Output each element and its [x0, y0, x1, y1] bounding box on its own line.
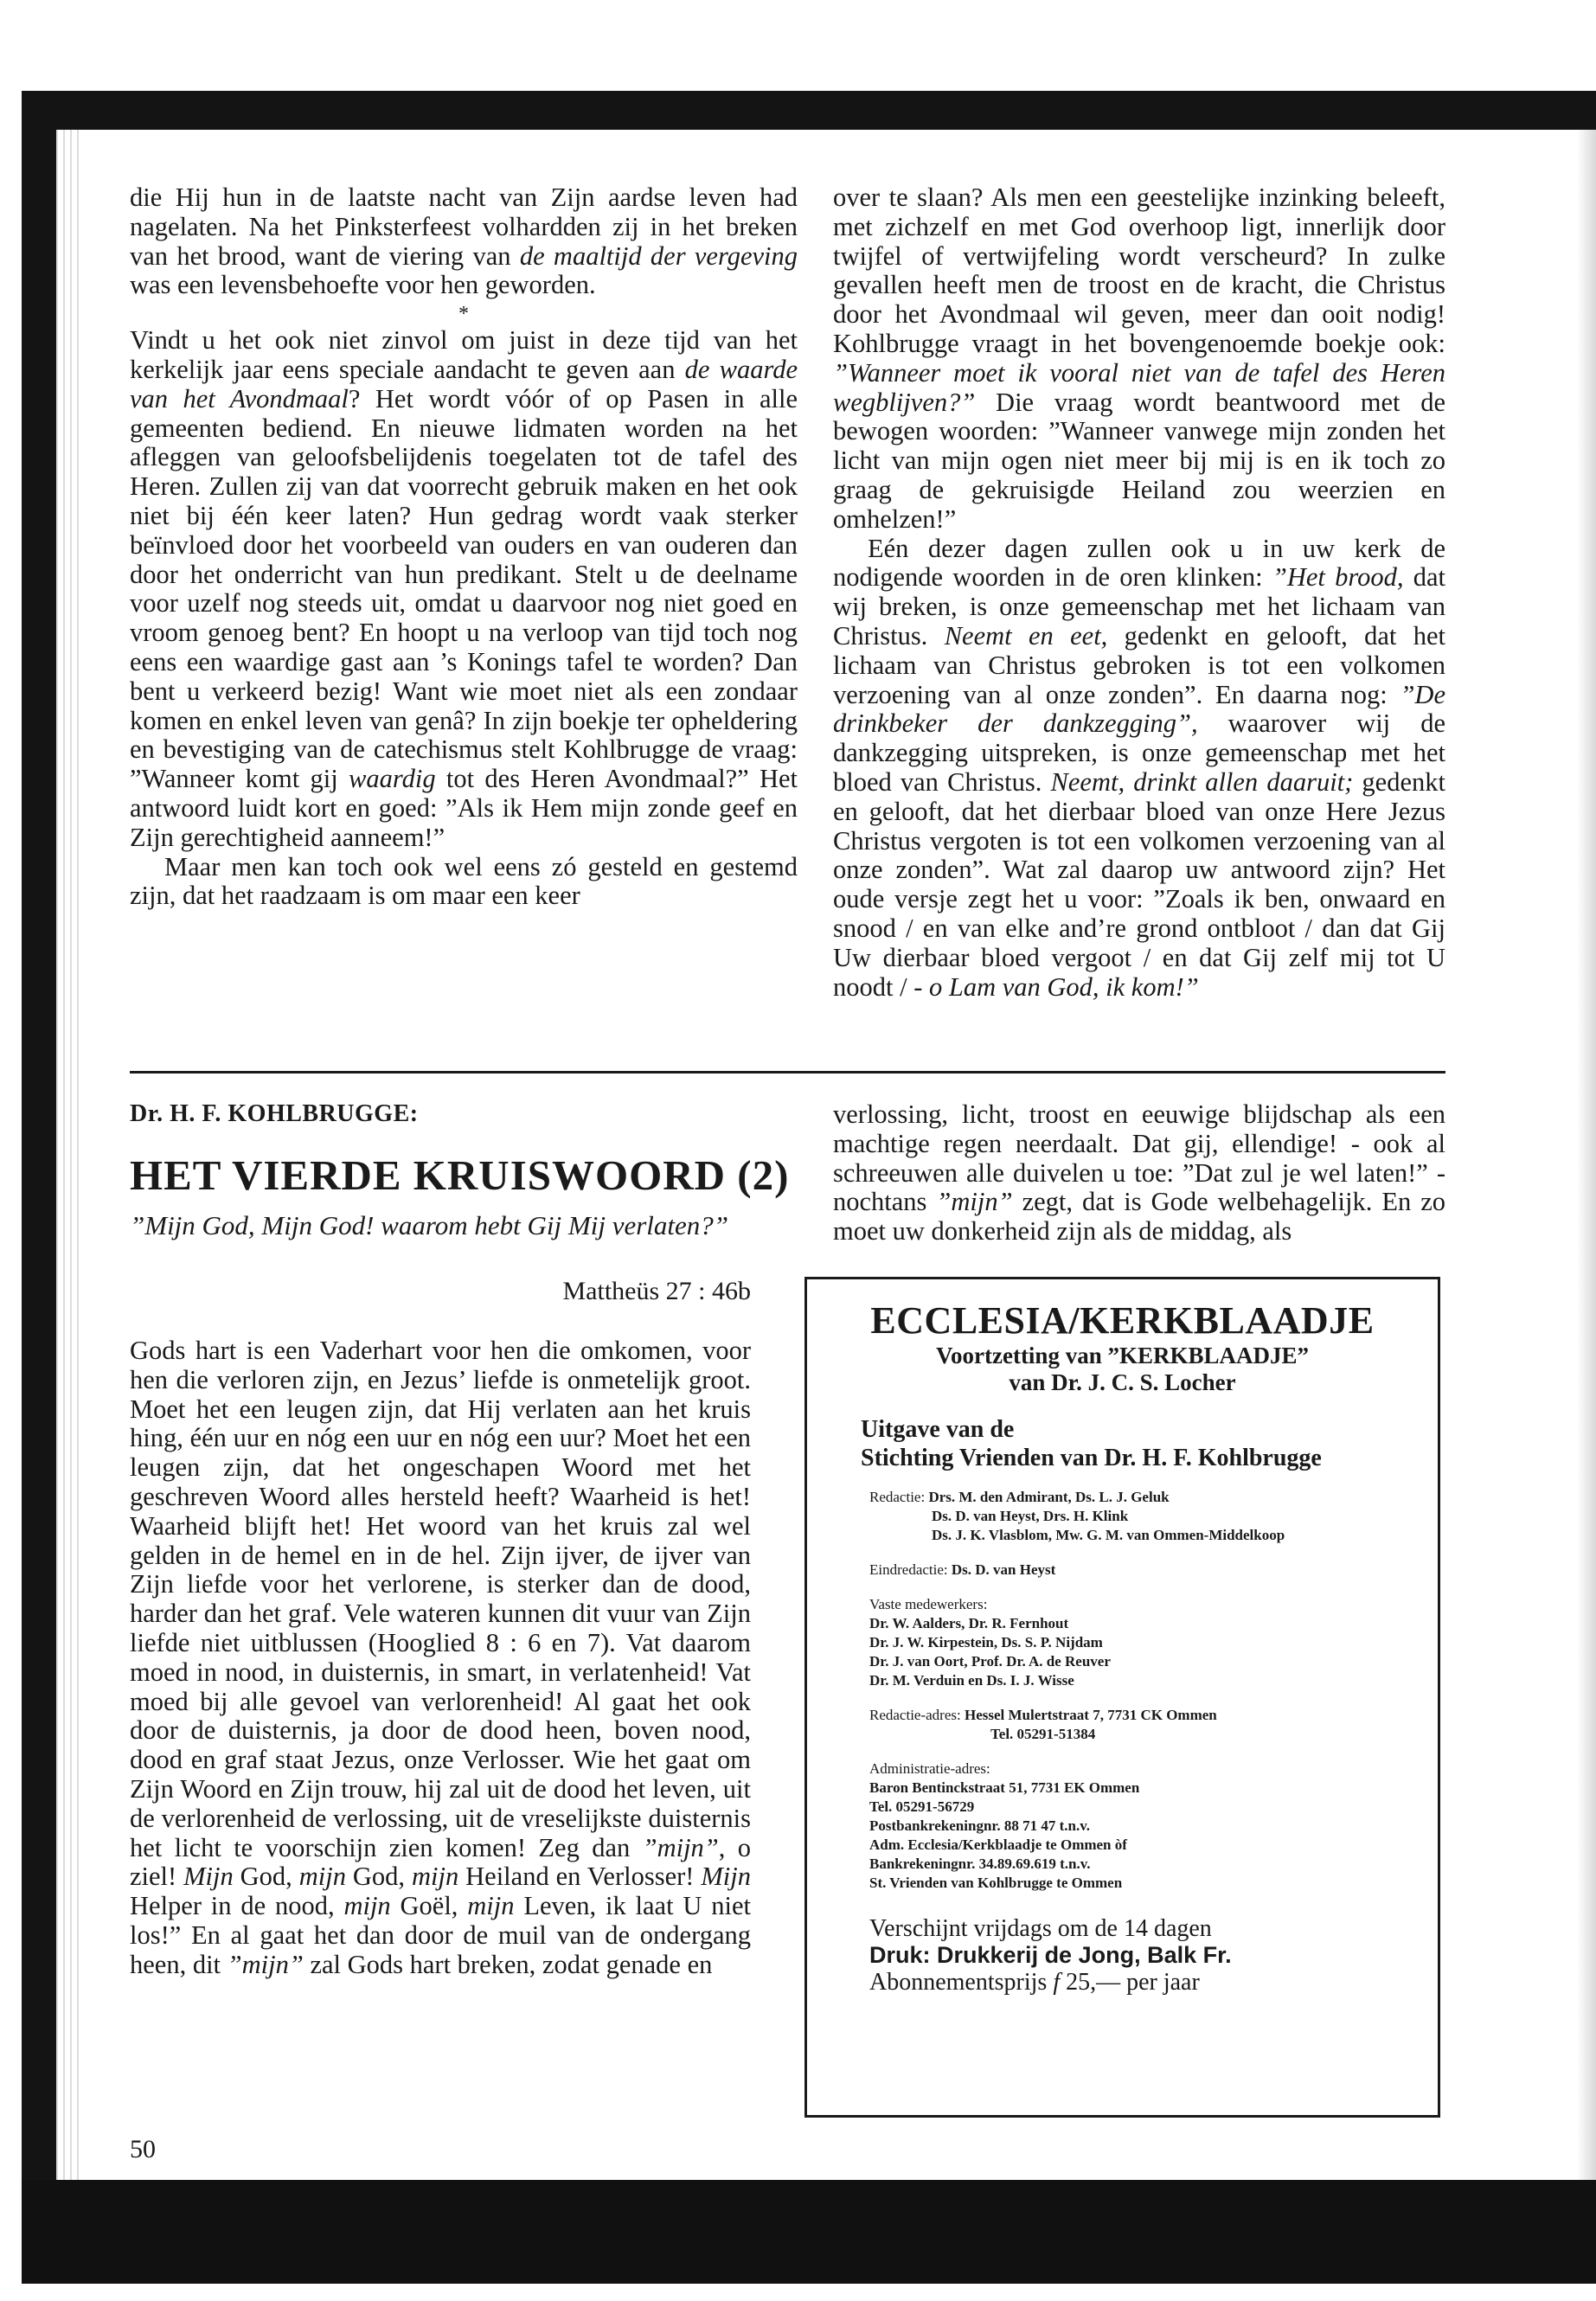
article-author: Dr. H. F. KOHLBRUGGE: [130, 1100, 419, 1127]
page-stack-edge [56, 130, 82, 2180]
page-edge-shadow [1577, 130, 1596, 2180]
bible-reference: Mattheüs 27 : 46b [562, 1277, 751, 1305]
paragraph: Maar men kan toch ook wel eens zó gesteld en gestemd zijn, dat het raadzaam is om maar een keer [130, 851, 798, 911]
scan-border-left [22, 91, 56, 2206]
paragraph: Vindt u het ook niet zinvol om juist in deze tijd van het kerkelijk jaar eens speciale aandacht te geven aan de waarde van het Avondmaal? Het wordt vóór of op Pasen in alle gemeenten bediend. En nieuwe lidmaten worden na het afleggen van geloofsbelijdenis toegelaten tot de tafel des Heren. Zullen zij van dat voorrecht gebruik maken en het ook niet bij één keer laten? Hun gedrag wordt vaak sterker beïnvloed door het voorbeeld van ouders en van ouderen dan door het onderricht van hun predikant. Stelt u de deelname voor uzelf nog steeds uit, omdat u daarvoor nog niet goed en vroom genoeg bent? En hoopt u na verloop van tijd toch nog eens een waardige gast aan ’s Konings tafel te worden? Dan bent u verkeerd bezig! Want wie moet niet als een zondaar komen en enkel leven van genâ? In zijn boekje ter opheldering en bevestiging van de catechismus stelt Kohlbrugge de vraag: ”Wanneer komt gij waardig tot des Heren Avondmaal?” Het antwoord luidt kort en goed: ”Als ik Hem mijn zonde geef en Zijn gerechtigheid aanneem!” [130, 325, 798, 852]
section-asterisk: * [458, 303, 469, 326]
paragraph: Gods hart is een Vaderhart voor hen die omkomen, voor hen die verloren zijn, en Jezus’ liefde is onmetelijk groot. Moet het een leugen zijn, dat Hij verlaten aan het kruis hing, één uur en nóg een uur en nóg een uur? Moet het een leugen zijn, dat het ongeschapen Woord met het geschreven Woord alles hersteld heeft? Waarheid is het! Waarheid blijft het! Het woord van het kruis zal wel gelden in de hemel en in de hel. Zijn ijver, de ijver van Zijn liefde voor het verlorene, is sterker dan de dood, harder dan het graf. Vele wateren kunnen dit vuur van Zijn liefde niet uitblussen (Hooglied 8 : 6 en 7). Vat daarom moed in nood, in duisternis, in smart, in verlatenheid! Vat moed bij alle gevoel van verlorenheid! Al gaat het ook door de duisternis, ja door de dood heen, boven nood, dood en graf staat Jezus, onze Verlosser. Wie het gaat om Zijn Woord en Zijn trouw, hij zal uit de dood het leven, uit de verlorenheid de verlossing, uit de vreselijkste duisternis het licht te voorschijn zien komen! Zeg dan ”mijn”, o ziel! Mijn God, mijn God, mijn Heiland en Verlosser! Mijn Helper in de nood, mijn Goël, mijn Leven, ik laat U niet los!” En al gaat het dan door de muil van de ondergang heen, dit ”mijn” zal Gods hart breken, zodat genade en [130, 1336, 752, 1979]
colophon-administratie: Administratie-adres: Baron Bentinckstraat 51, 7731 EK Ommen Tel. 05291-56729 Postbankrekeningnr. 88 71 47 t.n.v. Adm. Ecclesia/Kerkblaadje te Ommen òf Bankrekeningnr. 34.89.69.619 t.n.v. St. Vrienden van Kohlbrugge te Ommen [869, 1760, 1140, 1891]
paragraph: Eén dezer dagen zullen ook u in uw kerk de nodigende woorden in de oren klinken: ”Het brood, dat wij breken, is onze gemeenschap met het lichaam van Christus. Neemt en eet, gedenkt en gelooft, dat het lichaam van Christus gebroken is tot een volkomen verzoening van al onze zonden”. En daarna nog: ”De drinkbeker der dankzegging”, waarover wij de dankzegging uitspreken, is onze gemeenschap met het bloed van Christus. Neemt, drinkt allen daaruit; gedenkt en gelooft, dat het dierbaar bloed van onze Here Jezus Christus vergoten is tot een volkomen verzoening van al onze zonden”. Wat zal daarop uw antwoord zijn? Het oude versje zegt het u voor: ”Zoals ik ben, onwaard en snood / en van elke and’re grond ontbloot / dan dat Gij Uw dierbaar bloed vergoot / en dat Gij zelf mij tot U noodt / - o Lam van God, ik kom!” [833, 533, 1445, 1002]
colophon-subtitle: Voortzetting van ”KERKBLAADJE” [935, 1343, 1309, 1368]
column-bottom-left [130, 1336, 751, 1980]
colophon-redactie-adres: Redactie-adres: Hessel Mulertstraat 7, 7731 CK Ommen Tel. 05291-51384 [869, 1707, 1217, 1742]
column-top-left [130, 183, 798, 911]
column-bottom-right [833, 1100, 1445, 1247]
page-number: 50 [130, 2135, 156, 2163]
paragraph: die Hij hun in de laatste nacht van Zijn aardse leven had nagelaten. Na het Pinksterfeest volhardden zij in het breken van het brood, want de viering van de maaltijd der vergeving was een levensbehoefte voor hen geworden. [130, 183, 798, 300]
colophon-publisher [861, 1415, 1438, 1472]
colophon-title: ECCLESIA/KERKBLAADJE [870, 1299, 1375, 1342]
colophon-redactie: Redactie: Drs. M. den Admirant, Ds. L. J. Geluk Ds. D. van Heyst, Drs. H. Klink Ds. J. K. Vlasblom, Mw. G. M. van Ommen-Middelkoop [869, 1489, 1285, 1543]
scan-border-top [22, 91, 1596, 134]
colophon-footer [869, 1915, 1438, 1996]
section-divider [130, 1071, 1445, 1074]
article-epigraph: ”Mijn God, Mijn God! waarom hebt Gij Mij verlaten?” [130, 1210, 729, 1240]
colophon-box [804, 1277, 1440, 2118]
colophon-subtitle: van Dr. J. C. S. Locher [1009, 1369, 1236, 1395]
article-title: HET VIERDE KRUISWOORD (2) [130, 1151, 790, 1199]
subscription-price: Abonnementsprijs f 25,— per jaar [869, 1969, 1200, 1996]
publisher-line: Uitgave van de [861, 1416, 1015, 1443]
colophon-medewerkers: Vaste medewerkers: Dr. W. Aalders, Dr. R. Fernhout Dr. J. W. Kirpestein, Ds. S. P. Nijdam Dr. J. van Oort, Prof. Dr. A. de Reuver Dr. M. Verduin en Ds. I. J. Wisse [869, 1596, 1111, 1689]
printer: Druk: Drukkerij de Jong, Balk Fr. [869, 1942, 1232, 1968]
publication-frequency: Verschijnt vrijdags om de 14 dagen [869, 1915, 1212, 1942]
paragraph: over te slaan? Als men een geestelijke inzinking beleeft, met zichzelf en met God overhoop ligt, innerlijk door twijfel of vertwijfeling wordt verscheurd? In zulke gevallen heeft men de troost en de kracht, die Christus door het Avondmaal wil geven, meer dan ooit nodig! Kohlbrugge vraagt in het bovengenoemde boekje ook: ”Wanneer moet ik vooral niet van de tafel des Heren wegblijven?” Die vraag wordt beantwoord met de bewogen woorden: ”Wanneer vanwege mijn zonden het licht van mijn ogen niet meer bij mij is en ik toch zo graag de gekruisigde Heiland zou weerzien en omhelzen!” [833, 183, 1445, 534]
publisher-line: Stichting Vrienden van Dr. H. F. Kohlbrugge [861, 1445, 1322, 1471]
paragraph: verlossing, licht, troost en eeuwige blijdschap als een machtige regen neerdaalt. Dat gij, ellendige! - ook al schreeuwen alle duivelen u toe: ”Dat zul je wel laten!” - nochtans ”mijn” zegt, dat is Gode welbehagelijk. En zo moet uw donkerheid zijn als de middag, als [833, 1099, 1445, 1247]
colophon-eindredactie: Eindredactie: Ds. D. van Heyst [869, 1561, 1056, 1578]
column-top-right [833, 183, 1445, 1002]
scan-border-bottom [22, 2180, 1596, 2284]
